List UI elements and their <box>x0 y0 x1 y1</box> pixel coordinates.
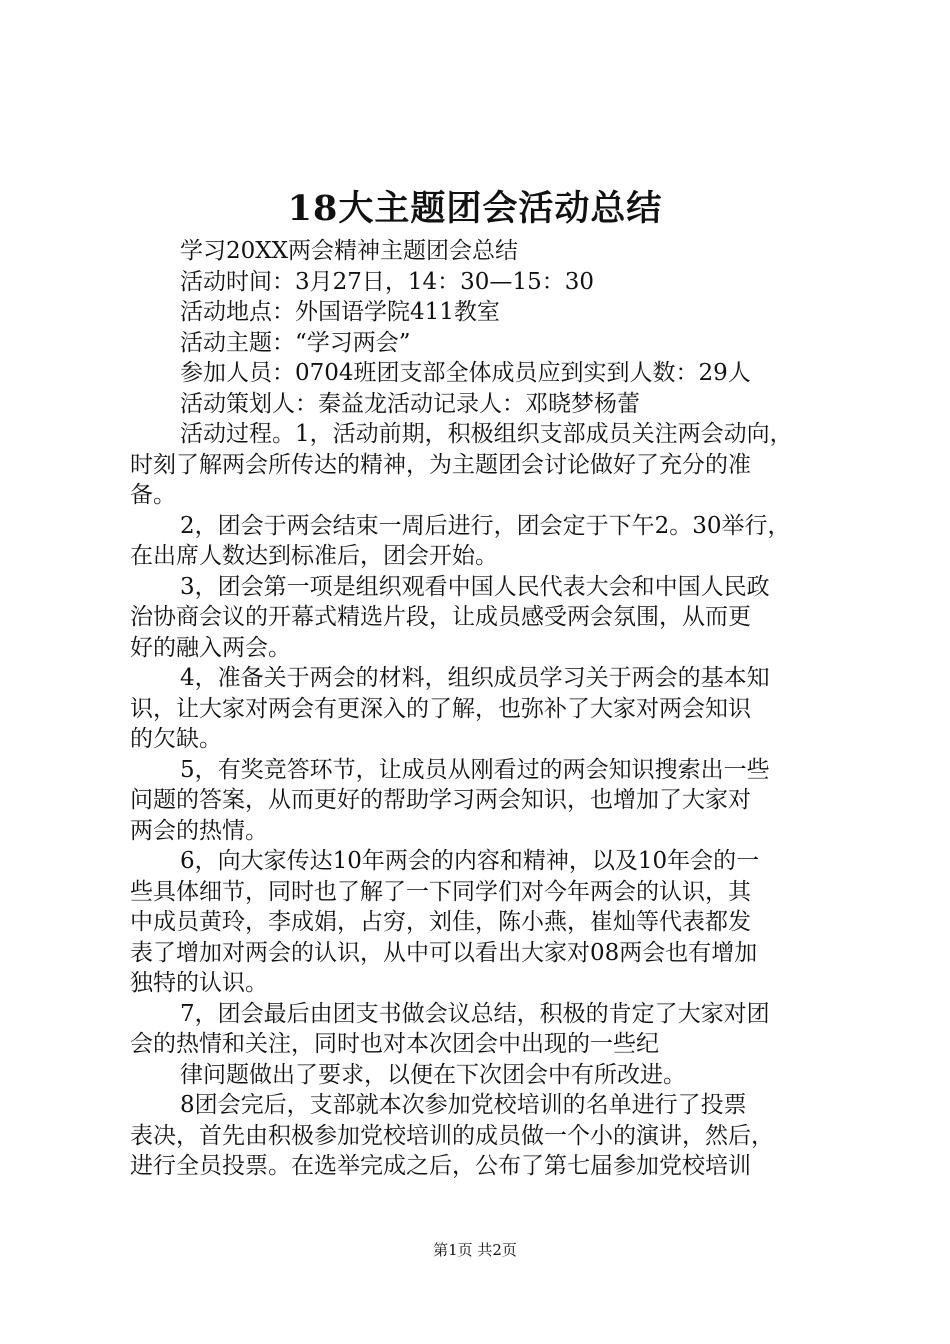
body-line: 4，准备关于两会的材料，组织成员学习关于两会的基本知 <box>180 665 770 691</box>
body-line: 活动地点：外国语学院411教室 <box>180 299 500 325</box>
document-title: 18大主题团会活动总结 <box>287 188 663 229</box>
body-line: 中成员黄玲，李成娟，占穷，刘佳，陈小燕，崔灿等代表都发 <box>130 909 751 935</box>
body-line: 表了增加对两会的认识，从中可以看出大家对08两会也有增加 <box>130 939 758 966</box>
body-line: 的欠缺。 <box>130 726 222 752</box>
body-line: 会的热情和关注，同时也对本次团会中出现的一些纪 <box>130 1031 659 1057</box>
body-line: 2，团会于两会结束一周后进行，团会定于下午2。30举行， <box>180 512 791 539</box>
body-line: 时刻了解两会所传达的精神，为主题团会讨论做好了充分的准 <box>130 451 751 478</box>
body-line: 表决，首先由积极参加党校培训的成员做一个小的演讲，然后， <box>130 1122 774 1149</box>
body-line: 好的融入两会。 <box>130 634 291 661</box>
body-line: 活动时间：3月27日，14：30—15：30 <box>180 268 594 295</box>
body-line: 活动过程。1，活动前期，积极组织支部成员关注两会动向， <box>180 421 793 447</box>
document-body <box>130 236 830 1182</box>
body-line: 独特的认识。 <box>130 970 268 996</box>
body-line: 活动主题：“学习两会” <box>180 329 411 356</box>
body-line: 5，有奖竞答环节，让成员从刚看过的两会知识搜索出一些 <box>180 756 770 783</box>
body-line: 参加人员：0704班团支部全体成员应到实到人数：29人 <box>180 360 751 386</box>
body-line: 进行全员投票。在选举完成之后，公布了第七届参加党校培训 <box>130 1153 751 1179</box>
body-line: 3，团会第一项是组织观看中国人民代表大会和中国人民政 <box>180 573 770 600</box>
body-line: 律问题做出了要求，以便在下次团会中有所改进。 <box>180 1061 686 1088</box>
body-line: 7，团会最后由团支书做会议总结，积极的肯定了大家对团 <box>180 1000 770 1027</box>
body-line: 问题的答案，从而更好的帮助学习两会知识，也增加了大家对 <box>130 787 751 813</box>
body-line: 6，向大家传达10年两会的内容和精神，以及10年会的一 <box>180 848 760 874</box>
body-line: 8团会完后，支部就本次参加党校培训的名单进行了投票 <box>180 1092 747 1118</box>
body-line: 活动策划人：秦益龙活动记录人：邓晓梦杨蕾 <box>180 390 640 417</box>
body-line: 两会的热情。 <box>130 817 268 844</box>
body-line: 些具体细节，同时也了解了一下同学们对今年两会的认识，其 <box>130 878 751 905</box>
body-line: 在出席人数达到标准后，团会开始。 <box>130 543 498 569</box>
page-number-footer: 第1页 共2页 <box>433 1241 517 1259</box>
body-line: 备。 <box>130 482 176 508</box>
body-line: 识，让大家对两会有更深入的了解，也弥补了大家对两会知识 <box>130 695 751 722</box>
body-line: 治协商会议的开幕式精选片段，让成员感受两会氛围，从而更 <box>130 604 751 630</box>
body-line: 学习20XX两会精神主题团会总结 <box>180 238 519 264</box>
